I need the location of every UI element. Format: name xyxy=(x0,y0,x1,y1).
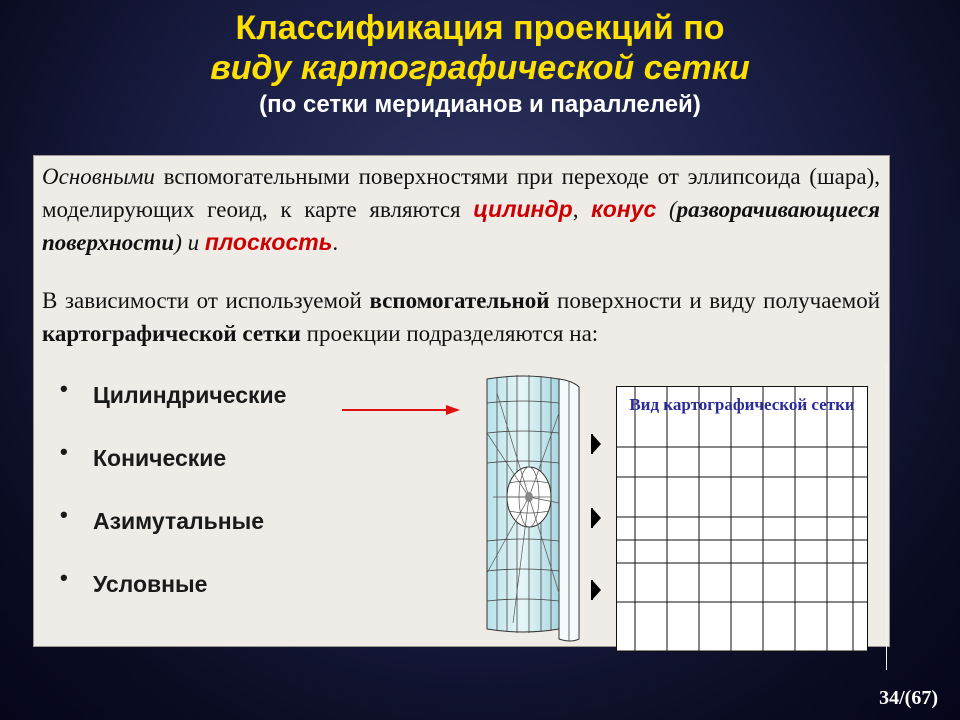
paragraph-classification xyxy=(42,284,880,350)
bullet-marker: • xyxy=(60,502,68,527)
grid-caption: Вид картографической сетки xyxy=(629,395,855,414)
bullet-marker: • xyxy=(60,439,68,464)
title-line-1: Классификация проекций по xyxy=(235,9,725,47)
bullet-marker: • xyxy=(60,376,68,401)
list-item-label: Условные xyxy=(93,571,208,597)
page-number: 34/(67) xyxy=(879,687,938,709)
term-cylinder: цилиндр xyxy=(473,196,573,222)
red-arrow-icon xyxy=(340,400,462,420)
list-item-label: Цилиндрические xyxy=(93,382,287,408)
p1-comma: , xyxy=(572,197,592,222)
p1-text: вспомогательными поверхностями при переходе от эллипсоида (шара), моделирующих геоид, к карте являются xyxy=(42,164,880,222)
list-item-label: Конические xyxy=(93,445,227,471)
term-plane: плоскость xyxy=(204,229,333,255)
list-item-label: Азимутальные xyxy=(93,508,265,534)
cartographic-grid xyxy=(616,386,868,652)
grid-lines xyxy=(617,387,867,651)
term-unfoldable: разворачивающиеся поверхности xyxy=(42,197,880,255)
p2-map-grid: картографической сетки xyxy=(42,321,301,346)
p2-text-a: В зависимости от используемой xyxy=(42,288,370,313)
title-subtitle: (по сетки меридианов и параллелей) xyxy=(259,91,701,118)
p2-text-c: поверхности и виду получаемой xyxy=(549,288,880,313)
p1-paren-open: ( xyxy=(656,197,677,222)
cylinder-projection-illustration xyxy=(483,373,583,645)
p2-aux-surface: вспомогательной xyxy=(369,288,550,313)
p1-word-main: Основными xyxy=(42,164,155,189)
title-line-2: виду картографической сетки xyxy=(210,49,750,87)
p1-and: ) и xyxy=(174,230,205,255)
slide-title xyxy=(0,8,960,122)
divider-line xyxy=(886,365,887,670)
term-cone: конус xyxy=(591,196,657,222)
paragraph-surfaces xyxy=(42,160,880,259)
grid-transfer-arrows xyxy=(590,430,606,610)
p2-text-e: проекции подразделяются на: xyxy=(300,321,599,346)
p1-period: . xyxy=(332,230,339,255)
bullet-marker: • xyxy=(60,565,68,590)
